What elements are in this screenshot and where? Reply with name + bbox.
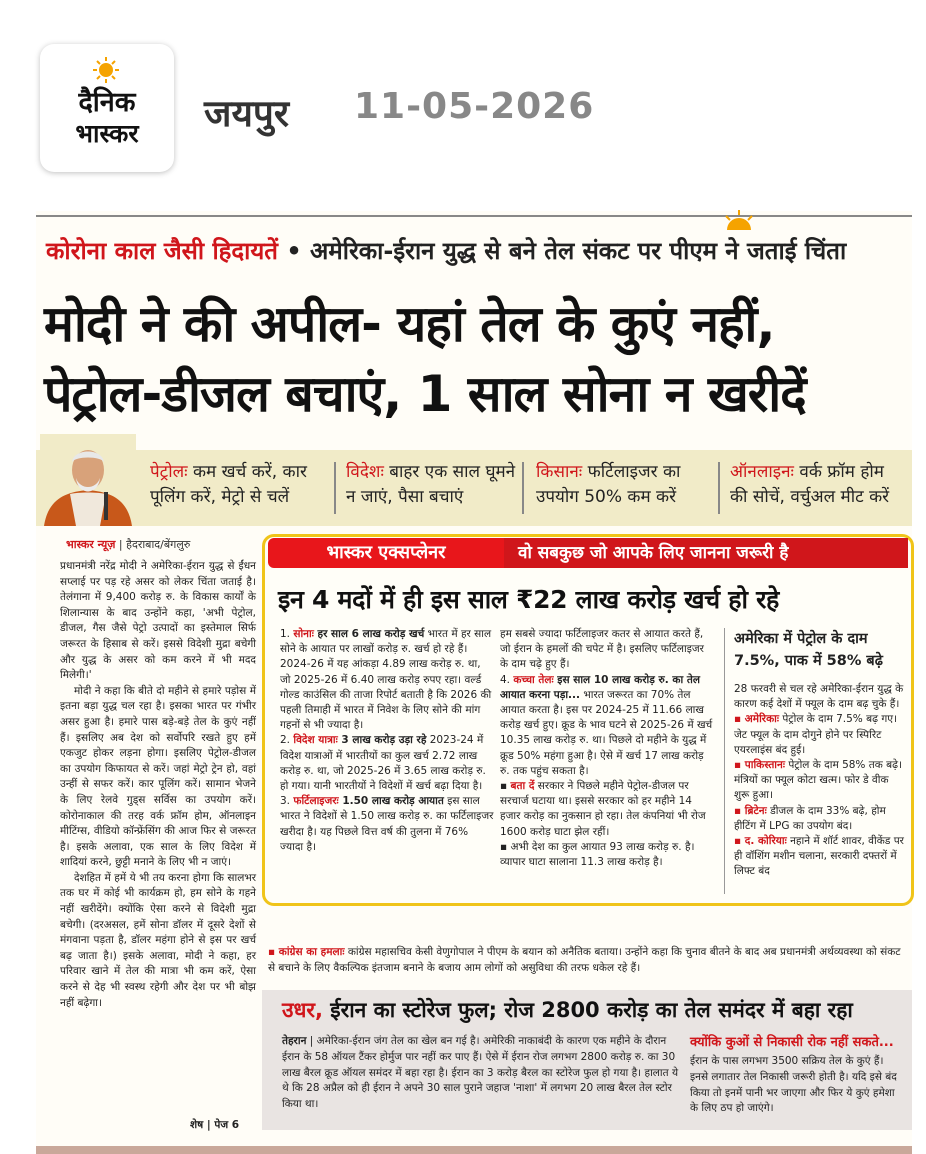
item-text: 2023-24 में विदेश यात्राओं में भारतीयों का कुल खर्च 2.72 लाख करोड़ रु. था, जो 2025-26 में 3.65 लाख करोड़ रु. हो गया। यानी भारतीयों ने विदेशों में खर्च बढ़ा दिया है।: [280, 734, 486, 793]
item-text: अभी देश का कुल आयात 93 लाख करोड़ रु. है। व्यापार घाटा सालाना 11.3 लाख करोड़ है।: [500, 840, 695, 869]
side-item: [734, 834, 904, 880]
bullet: ▪: [500, 840, 511, 853]
point-online: [730, 460, 906, 510]
item-key: ▪ द. कोरियाः: [734, 835, 787, 848]
item-text: पेट्रोल के दाम 58% तक बढ़े। मंत्रियों का फ्यूल कोटा खत्म। फोर डे वीक शुरू हुआ।: [734, 759, 903, 802]
side-item: [734, 758, 904, 804]
explainer-item: [500, 840, 714, 870]
congress-note: [268, 944, 906, 976]
divider: [334, 462, 336, 514]
item-key: फर्टिलाइजरः: [293, 795, 339, 808]
item-text: इस साल भारत ने विदेशों से 1.50 लाख करोड़ रु. का फर्टिलाइजर खरीदा है। यह पिछले वित्त वर्ष की तुलना में 76% ज्यादा है।: [280, 795, 494, 853]
headline-line2: पेट्रोल-डीजल बचाएं, 1 साल सोना न खरीदें: [44, 365, 806, 423]
item-text: भारत जरूरत का 70% तेल आयात करता है। इस पर 2024-25 में 11.66 लाख करोड़ खर्च हुए। क्रूड के भाव घटने से 2025-26 में खर्च 10.35 लाख करोड़ रु. था। पिछले दो महीने के युद्ध में क्रूड 50% महंगा हुआ है। ऐसे में खर्च 17 लाख करोड़ रु. तक पहुंच सकता है।: [500, 688, 713, 777]
divider: [522, 462, 524, 514]
item-text: भारत में हर साल सोने के आयात पर लाखों करोड़ रु. खर्च हो रहे हैं। 2024-26 में यह आंकड़ा 4.89 लाख करोड़ रु. था, जो 2025-26 में 6.40 लाख करोड़ रुपए रहा। वर्ल्ड गोल्ड काउंसिल की ताजा रिपोर्ट बताती है कि 2026 की पहली तिमाही में भारत में निवेश के लिए सोने की मांग गहनों से भी ज्यादा है।: [280, 628, 492, 732]
point-text: बाहर एक साल घूमने न जाएं, पैसा बचाएं: [346, 462, 516, 507]
item-key: ▪ अमेरिकाः: [734, 713, 779, 726]
point-text: फर्टिलाइजर का उपयोग 50% कम करें: [536, 462, 681, 507]
explainer-side-column: [734, 682, 904, 880]
bottom-body: | अमेरिका-ईरान जंग तेल का खेल बन गई है। अमेरिकी नाकाबंदी के कारण एक महीने के दौरान ईरान के 58 ऑयल टैंकर होर्मुज पार नहीं कर पाए हैं। ऐसे में ईरान रोज लगभग 2800 करोड़ रु. का 30 लाख बैरल क्रूड ऑयल समंदर में बहा रहा है। ईरान का 3 करोड़ बैरल का स्टोरेज फुल हो गया है। हालात ये थे कि 28 अप्रैल को ही ईरान ने अपने 30 साल पुराने जहाज 'नाशा' में लगभग 20 लाख बैरल तेल स्टोर किया था।: [282, 1035, 679, 1111]
side-item: [734, 804, 904, 834]
item-bold: 3 लाख करोड़ उड़ा रहे: [337, 734, 427, 747]
item-text: डीजल के दाम 33% बढ़े, होम हीटिंग में LPG का उपयोग बंद।: [734, 804, 886, 832]
side-item: [734, 682, 904, 712]
item-key: ▪ पाकिस्तानः: [734, 759, 785, 772]
divider: [36, 215, 912, 217]
explainer-item: [280, 627, 494, 733]
explainer-item: [500, 627, 714, 673]
page-edge: [36, 1146, 912, 1154]
explainer-item: [500, 779, 714, 840]
divider: [718, 462, 720, 514]
logo-line2: भास्कर: [75, 119, 139, 148]
point-kisan: [536, 460, 716, 510]
item-bold: इस साल 10 लाख करोड़ रु. का तेल आयात करना पड़ा...: [500, 673, 700, 701]
bottom-story-text: [282, 1034, 680, 1113]
item-bold: 1.50 लाख करोड़ आयात: [338, 795, 444, 808]
item-key: कच्चा तेलः: [513, 673, 554, 686]
continued-note: शेष | पेज 6: [190, 1119, 240, 1131]
item-text: नहाने में शॉर्ट शावर, वीकेंड पर ही वॉशिंग मशीन चलाना, सरकारी दफ्तरों में लिफ्ट बंद: [734, 835, 904, 878]
sun-decoration-icon: [722, 210, 756, 232]
logo[interactable]: [40, 44, 174, 172]
sun-icon: [92, 56, 120, 84]
item-text: हम सबसे ज्यादा फर्टिलाइजर कतर से आयात करते हैं, जो ईरान के हमलों की चपेट में है। इसलिए फर्टिलाइजर के दाम चढ़े हुए हैं।: [500, 628, 704, 671]
edition-city: जयपुर: [204, 92, 290, 135]
kicker: [46, 236, 846, 266]
main-story: [60, 559, 256, 1011]
byline-source: भास्कर न्यूज़: [66, 538, 116, 551]
bullet: ▪: [500, 780, 511, 793]
item-key: बता दें: [510, 780, 535, 793]
congress-text: कांग्रेस महासचिव केसी वेणुगोपाल ने पीएम के बयान को अनैतिक बताया। उन्होंने कहा कि चुनाव बीतने के बाद अब प्रधानमंत्री अर्थव्यवस्था को संकट से बचाने के लिए वैकल्पिक इंतजाम बनाने के बजाय आम लोगों को असुविधा की तरफ धकेल रहे हैं।: [268, 946, 901, 974]
point-petrol: [150, 460, 330, 510]
explainer-column-2: [500, 627, 714, 870]
point-label: किसानः: [536, 462, 583, 482]
side-item: [734, 712, 904, 758]
item-text: 28 फरवरी से चल रहे अमेरिका-ईरान युद्ध के कारण कई देशों में फ्यूल के दाम बढ़ चुके हैं।: [734, 683, 904, 711]
dateline: तेहरान: [282, 1035, 307, 1047]
point-label: पेट्रोलः: [150, 462, 188, 482]
item-number: 2.: [280, 734, 294, 747]
explainer-side-headline: अमेरिका में पेट्रोल के दाम 7.5%, पाक में 58% बढ़े: [734, 631, 883, 669]
story-paragraph: मोदी ने कहा कि बीते दो महीने से हमारे पड़ोस में इतना बड़ा युद्ध चल रहा है। इसका भारत पर गंभीर असर हुआ है। हमारे पास बड़े-बड़े तेल के कुएं नहीं हैं। इसलिए अब देश को सर्वोपरि रखते हुए हमें एकजुट होकर लड़ना होगा। इसलिए पेट्रोल-डीजल का उपयोग किफायत से करें। जहां मेट्रो ट्रेन हो, वहां उन्हीं से सफर करें। कार पूलिंग करें। सामान भेजने के लिए रेलवे गुड्स सर्विस का उपयोग करें। कोरोनाकाल की तरह वर्क फ्रॉम होम, ऑनलाइन मीटिंग्स, वीडियो कॉन्फ्रेंसिंग की आज फिर से जरूरत है। इसके अलावा, एक साल के लिए विदेश में शादियां करने, छुट्टी मनाने के लिए भी न जाएं।: [60, 684, 256, 869]
divider: [724, 628, 725, 894]
item-number: 1.: [280, 628, 294, 640]
explainer-column-1: [280, 627, 494, 855]
point-label: विदेशः: [346, 462, 384, 482]
bottom-headline-red: उधर,: [282, 998, 323, 1022]
pm-photo: [40, 434, 136, 526]
story-paragraph: प्रधानमंत्री नरेंद्र मोदी ने अमेरिका-ईरान युद्ध से ईंधन सप्लाई पर पड़ रहे असर को लेकर चिंता जताई है। तेलंगाना में 9,400 करोड़ रु. के विकास कार्यों के शिलान्यास के बाद उन्होंने कहा, 'अभी पेट्रोल, डीजल, गैस जैसे पेट्रो उत्पादों का इस्तेमाल सिर्फ जरूरत के हिसाब से करें। इससे विदेशी मुद्रा बचेगी और युद्ध के असर को कम करने में भी मदद मिलेगी।': [60, 560, 256, 682]
kicker-red: कोरोना काल जैसी हिदायतें: [46, 237, 278, 265]
point-text: कम खर्च करें, कार पूलिंग करें, मेट्रो से चलें: [150, 462, 307, 507]
explainer-bar: वो सबकुछ जो आपके लिए जानना जरूरी है: [504, 538, 908, 568]
congress-key: ▪ कांग्रेस का हमलाः: [268, 946, 345, 958]
item-key: ▪ ब्रिटेनः: [734, 804, 767, 817]
explainer-item: [500, 673, 714, 779]
edition-date: 11-05-2026: [354, 86, 595, 127]
point-videsh: [346, 460, 518, 510]
item-number: 3.: [280, 795, 294, 808]
point-label: ऑनलाइनः: [730, 462, 794, 482]
bottom-side-headline: क्योंकि कुओं से निकासी रोक नहीं सकते...: [690, 1035, 894, 1050]
explainer-item: [280, 733, 494, 794]
explainer-item: [280, 794, 494, 855]
logo-line1: दैनिक: [78, 87, 136, 118]
headline-line1: मोदी ने की अपील- यहां तेल के कुएं नहीं,: [44, 295, 775, 353]
bottom-headline-text: ईरान का स्टोरेज फुल; रोज 2800 करोड़ का तेल समंदर में बहा रहा: [323, 998, 853, 1022]
item-key: सोनाः: [293, 628, 314, 640]
bottom-side-text: ईरान के पास लगभग 3500 सक्रिय तेल के कुएं हैं। इनसे लगातार तेल निकासी जरूरी होती है। यदि इसे बंद किया तो इनमें पानी भर जाएगा और फिर ये कुएं हमेशा के लिए ठप हो जाएंगे।: [690, 1055, 897, 1115]
kicker-text: • अमेरिका-ईरान युद्ध से बने तेल संकट पर पीएम ने जताई चिंता: [277, 237, 847, 265]
bottom-headline: [282, 996, 853, 1024]
point-text: वर्क फ्रॉम होम की सोचें, वर्चुअल मीट करें: [730, 462, 890, 507]
item-number: 4.: [500, 673, 514, 686]
story-paragraph: देशहित में हमें ये भी तय करना होगा कि सालभर तक घर में कोई भी कार्यक्रम हो, हम सोने के गहने नहीं खरीदेंगे। क्योंकि ऐसा करने से विदेशी मुद्रा बचेगी। (दरअसल, हमें सोना डॉलर में दूसरे देशों से मंगवाना पड़ता है, डॉलर महंगा होने से इस पर खर्च बढ़ जाता है।) इसके अलावा, मोदी ने कहा, हर परिवार खाने में तेल की मात्रा भी कम करें, ऐसा करने से देह भी स्वस्थ रहेगी और देश पर भी बोझ नहीं बढ़ेगा।: [60, 871, 256, 1009]
item-key: विदेश यात्राः: [293, 734, 338, 747]
item-text: सरकार ने पिछले महीने पेट्रोल-डीजल पर सरचार्ज घटाया था। इससे सरकार को हर महीने 14 हजार करोड़ का नुकसान हो रहा। तेल कंपनियां भी रोज 1600 करोड़ घाटा झेल रहीं।: [500, 780, 706, 838]
explainer-headline: इन 4 मदों में ही इस साल ₹22 लाख करोड़ खर्च हो रहे: [278, 585, 780, 614]
explainer-label: भास्कर एक्सप्लेनर: [268, 538, 504, 568]
byline-cities: | हैदराबाद/बेंगलुरु: [115, 538, 191, 551]
byline: [66, 537, 190, 552]
item-bold: हर साल 6 लाख करोड़ खर्च: [313, 628, 425, 640]
item-text: पेट्रोल के दाम 7.5% बढ़ गए। जेट फ्यूल के दाम दोगुने होने पर स्पिरिट एयरलाइंस बंद हुई।: [734, 713, 898, 756]
